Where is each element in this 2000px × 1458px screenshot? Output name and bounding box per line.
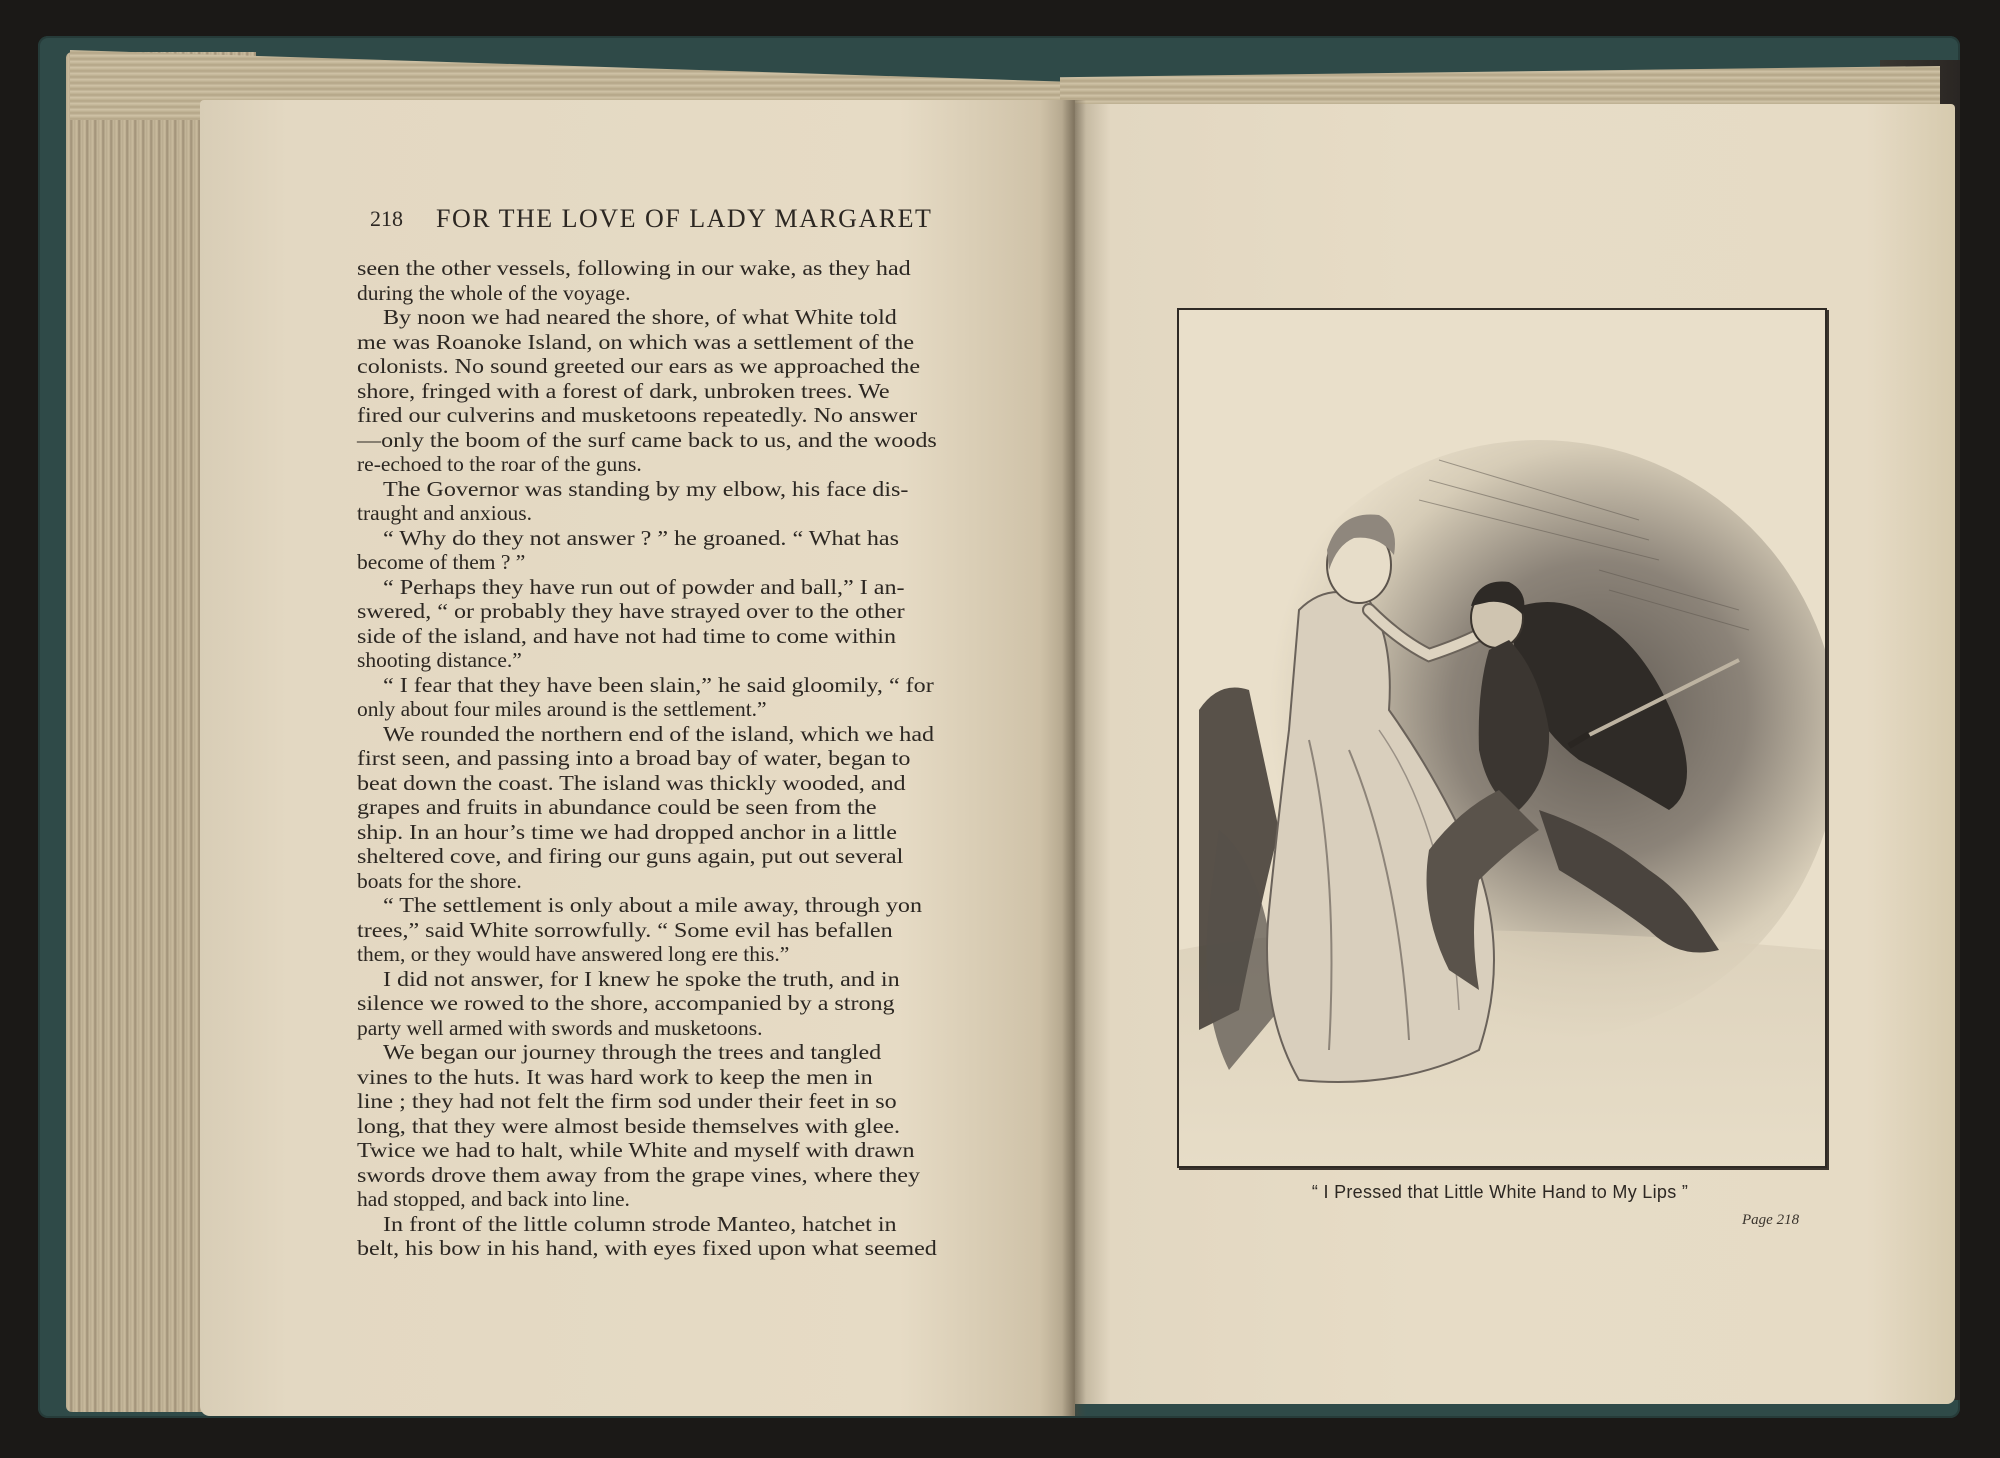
text-line-content: beat down the coast. The island was thickly wooded, and xyxy=(357,770,906,795)
text-line-content: boats for the shore. xyxy=(357,868,522,893)
text-line xyxy=(357,1065,1007,1090)
text-line-content: I did not answer, for I knew he spoke the truth, and in xyxy=(383,966,900,991)
text-line xyxy=(357,820,1007,845)
text-line-content: “ Why do they not answer ? ” he groaned. “ What has xyxy=(383,525,899,550)
text-line xyxy=(357,330,1007,355)
text-line xyxy=(357,795,1007,820)
text-line xyxy=(357,599,1007,624)
text-line-content: The Governor was standing by my elbow, his face dis- xyxy=(383,476,909,501)
illustration-plate xyxy=(1177,308,1827,1168)
text-line xyxy=(357,428,1007,453)
text-line xyxy=(357,256,1007,281)
text-line-content: silence we rowed to the shore, accompanied by a strong xyxy=(357,991,895,1015)
text-line xyxy=(357,967,1007,992)
text-line-content: “ I fear that they have been slain,” he said gloomily, “ for xyxy=(383,672,934,697)
text-line-content: colonists. No sound greeted our ears as we approached the xyxy=(357,354,921,378)
text-line-content: line ; they had not felt the firm sod under their feet in so xyxy=(357,1089,897,1113)
text-line-content: during the whole of the voyage. xyxy=(357,280,631,305)
text-line xyxy=(357,354,1007,379)
text-line-content: “ The settlement is only about a mile away, through yon xyxy=(383,893,923,917)
book-gutter xyxy=(1062,100,1086,1416)
text-line xyxy=(357,648,1007,673)
text-line-content: sheltered cove, and firing our guns again, put out several xyxy=(357,844,904,868)
text-line-content: first seen, and passing into a broad bay of water, began to xyxy=(357,746,911,770)
text-line-content: We rounded the northern end of the island, which we had xyxy=(383,721,935,746)
text-line-content: side of the island, and have not had time to come within xyxy=(357,623,897,648)
text-line xyxy=(357,991,1007,1016)
text-line-content: ship. In an hour’s time we had dropped anchor in a little xyxy=(357,819,897,844)
text-line-content: re-echoed to the roar of the guns. xyxy=(357,452,642,476)
text-line-content: shooting distance.” xyxy=(357,648,522,672)
text-line-content: seen the other vessels, following in our wake, as they had xyxy=(357,256,911,280)
text-line xyxy=(357,501,1007,526)
text-line-content: swords drove them away from the grape vines, where they xyxy=(357,1162,921,1187)
text-line xyxy=(357,771,1007,796)
text-line xyxy=(357,624,1007,649)
text-line-content: traught and anxious. xyxy=(357,501,532,525)
text-line-content: swered, “ or probably they have strayed over to the other xyxy=(357,599,905,623)
text-line-content: trees,” said White sorrowfully. “ Some evil has befallen xyxy=(357,917,893,942)
text-line xyxy=(357,1114,1007,1139)
text-line xyxy=(357,403,1007,428)
text-line xyxy=(357,1016,1007,1041)
text-line xyxy=(357,526,1007,551)
text-line-content: fired our culverins and musketoons repeatedly. No answer xyxy=(357,403,918,427)
body-text xyxy=(357,256,1007,1261)
text-line-content: belt, his bow in his hand, with eyes fixed upon what seemed xyxy=(357,1236,937,1260)
text-line xyxy=(357,379,1007,404)
text-line-content: had stopped, and back into line. xyxy=(357,1187,630,1211)
text-line-content: become of them ? ” xyxy=(357,550,526,574)
text-line-content: vines to the huts. It was hard work to keep the men in xyxy=(357,1064,873,1089)
plate-page-reference: Page 218 xyxy=(1742,1212,1800,1228)
text-line-content: By noon we had neared the shore, of what White told xyxy=(383,305,897,329)
text-line-content: long, that they were almost beside themselves with glee. xyxy=(357,1113,901,1138)
text-line xyxy=(357,697,1007,722)
text-line-content: shore, fringed with a forest of dark, unbroken trees. We xyxy=(357,378,890,403)
text-line xyxy=(357,1187,1007,1212)
text-line xyxy=(357,477,1007,502)
text-line xyxy=(357,281,1007,306)
text-line xyxy=(357,1089,1007,1114)
text-line xyxy=(357,550,1007,575)
text-line xyxy=(357,1212,1007,1237)
text-line xyxy=(357,575,1007,600)
text-line-content: We began our journey through the trees and tangled xyxy=(383,1040,882,1064)
text-line xyxy=(357,1138,1007,1163)
text-line xyxy=(357,452,1007,477)
page-number: 218 xyxy=(370,206,403,231)
text-line-content: In front of the little column strode Manteo, hatchet in xyxy=(383,1211,897,1236)
text-line xyxy=(357,746,1007,771)
text-line xyxy=(357,869,1007,894)
illustration-caption: “ I Pressed that Little White Hand to My Lips ” xyxy=(1311,1182,1689,1202)
text-line xyxy=(357,1163,1007,1188)
text-line-content: Twice we had to halt, while White and myself with drawn xyxy=(357,1138,915,1162)
running-head: FOR THE LOVE OF LADY MARGARET xyxy=(436,204,933,233)
text-line-content: grapes and fruits in abundance could be seen from the xyxy=(357,795,877,819)
illustration-drawing xyxy=(1179,310,1825,1166)
text-line xyxy=(357,893,1007,918)
text-line-content: —only the boom of the surf came back to us, and the woods xyxy=(357,427,937,452)
text-line xyxy=(357,844,1007,869)
text-line-content: me was Roanoke Island, on which was a settlement of the xyxy=(357,329,915,354)
text-line-content: only about four miles around is the settlement.” xyxy=(357,697,767,721)
text-line xyxy=(357,1040,1007,1065)
text-line xyxy=(357,673,1007,698)
text-line xyxy=(357,305,1007,330)
text-line xyxy=(357,1236,1007,1261)
text-line-content: party well armed with swords and musketoons. xyxy=(357,1015,763,1040)
text-line-content: “ Perhaps they have run out of powder and ball,” I an- xyxy=(383,574,905,599)
text-line xyxy=(357,942,1007,967)
text-line xyxy=(357,722,1007,747)
text-line xyxy=(357,918,1007,943)
text-line-content: them, or they would have answered long ere this.” xyxy=(357,942,790,966)
